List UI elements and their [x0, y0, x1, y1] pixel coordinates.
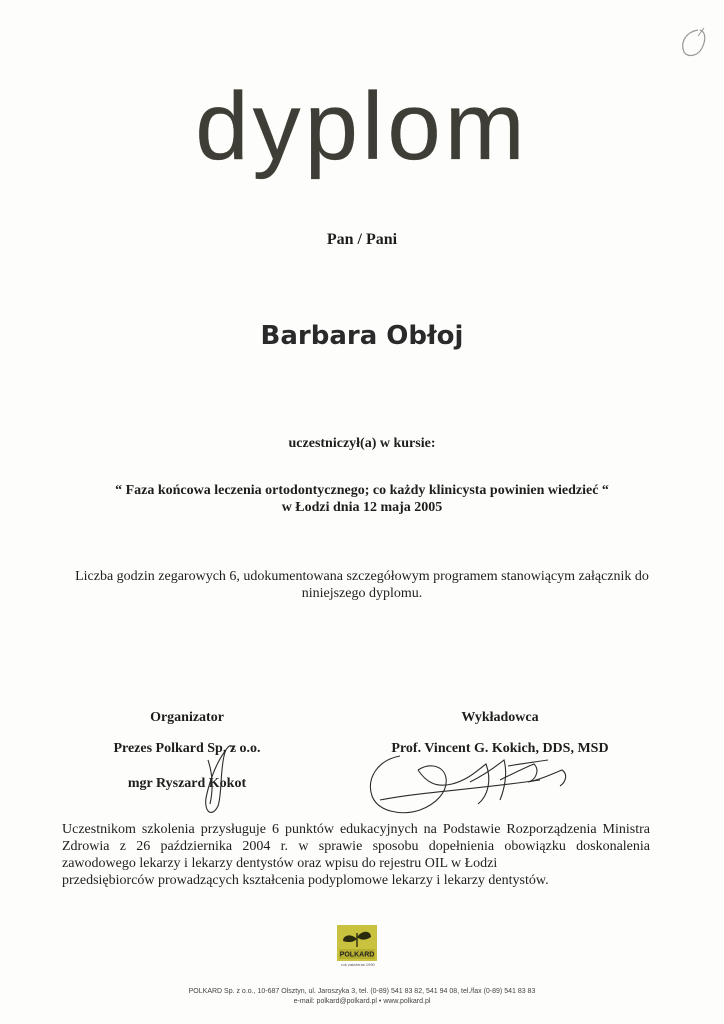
- lecturer-heading: Wykładowca: [461, 710, 539, 725]
- lecturer-name: Prof. Vincent G. Kokich, DDS, MSD: [391, 741, 609, 756]
- organizer-heading: Organizator: [150, 710, 224, 725]
- course-place-date: w Łodzi dnia 12 maja 2005: [281, 500, 443, 515]
- recipient-name: Barbara Obłoj: [260, 321, 464, 351]
- course-title: “ Faza końcowa leczenia ortodontycznego; co każdy klinicysta powinien wiedzieć “: [115, 483, 609, 498]
- logo-tagline: rok założenia 1990: [341, 962, 375, 967]
- points-text-last-line: przedsiębiorców prowadzących kształcenia podyplomowe lekarzy i lekarzy dentystów.: [62, 873, 549, 888]
- hours-text: Liczba godzin zegarowych 6, udokumentowana szczegółowym programem stanowiącym załącznik do niniejszego dyplomu.: [75, 569, 649, 601]
- corner-pencil-mark: [676, 26, 712, 60]
- polkard-logo: [337, 925, 377, 961]
- leaf-icon: [337, 925, 377, 961]
- signatures: [0, 720, 724, 830]
- education-points-text: [62, 821, 650, 889]
- diploma-title: dyplom: [195, 73, 529, 180]
- footer-address: POLKARD Sp. z o.o., 10-687 Olsztyn, ul. Jaroszyka 3, tel. (0-89) 541 83 82, 541 94 08, tel./fax (0-89) 541 83 83: [188, 988, 536, 995]
- lecturer-signature: [370, 756, 565, 813]
- logo-label: POLKARD: [339, 951, 375, 959]
- points-text-body: Uczestnikom szkolenia przysługuje 6 punktów edukacyjnych na Podstawie Rozporządzenia Ministra Zdrowia z 26 października 2004 r. w sprawie sposobu dopełnienia obowiązku doskonalenia zawodowego lekarzy i lekarzy dentystów oraz wpisu do rejestru OIL w Łodzi: [62, 822, 650, 871]
- participation-text: uczestniczył(a) w kursie:: [288, 436, 436, 451]
- organizer-title: Prezes Polkard Sp. z o.o.: [113, 741, 261, 756]
- footer-contact: e-mail: polkard@polkard.pl • www.polkard.pl: [293, 998, 431, 1005]
- organizer-name: mgr Ryszard Kokot: [127, 776, 247, 791]
- salutation: Pan / Pani: [326, 231, 398, 248]
